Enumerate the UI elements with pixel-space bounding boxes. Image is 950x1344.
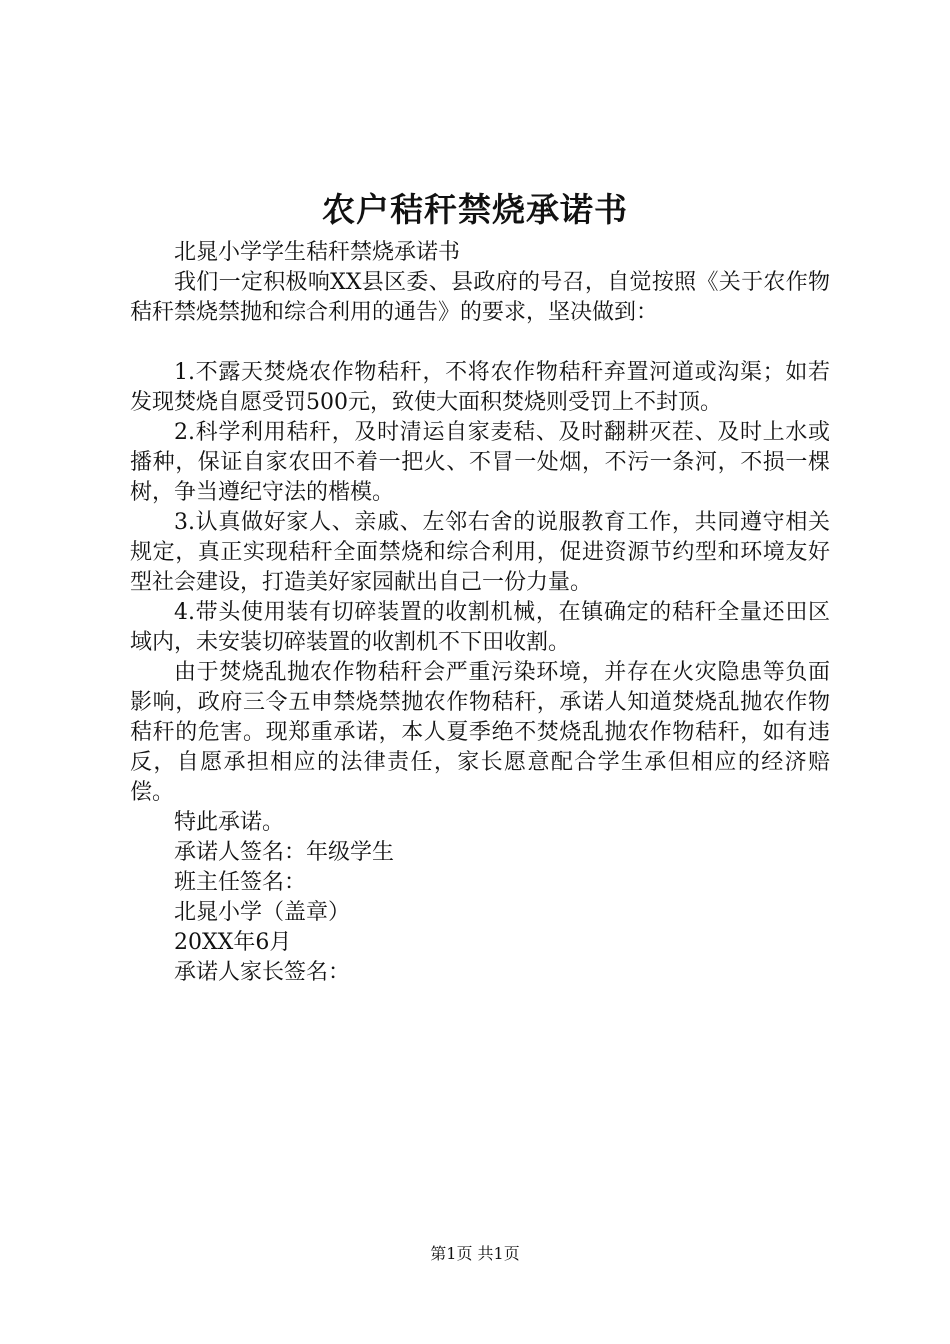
paragraph-pledge: 由于焚烧乱抛农作物秸秆会严重污染环境，并存在火灾隐患等负面影响，政府三令五申禁烧禁抛农作物秸秆，承诺人知道焚烧乱抛农作物秸秆的危害。现郑重承诺，本人夏季绝不焚烧乱抛农作物秸秆，如有违反，自愿承担相应的法律责任，家长愿意配合学生承但相应的经济赔偿。 — [130, 660, 830, 805]
paragraph-subtitle: 北晁小学学生秸秆禁烧承诺书 — [174, 240, 461, 265]
paragraph-item-3: 3.认真做好家人、亲戚、左邻右舍的说服教育工作，共同遵守相关规定，真正实现秸秆全面禁烧和综合利用，促进资源节约型和环境友好型社会建设，打造美好家园献出自己一份力量。 — [130, 510, 830, 595]
paragraph-closing: 特此承诺。 — [174, 810, 285, 835]
school-seal: 北晁小学（盖章） — [174, 900, 351, 925]
paragraph-item-4: 4.带头使用装有切碎装置的收割机械，在镇确定的秸秆全量还田区域内，未安装切碎装置的收割机不下田收割。 — [130, 600, 830, 655]
signature-parent: 承诺人家长签名： — [174, 960, 351, 985]
paragraph-item-1: 1.不露天焚烧农作物秸秆，不将农作物秸秆弃置河道或沟渠；如若发现焚烧自愿受罚500元，致使大面积焚烧则受罚上不封顶。 — [130, 360, 830, 415]
signature-pledger: 承诺人签名：年级学生 — [174, 840, 395, 865]
paragraph-item-2: 2.科学利用秸秆，及时清运自家麦秸、及时翻耕灭茬、及时上水或播种，保证自家农田不着一把火、不冒一处烟，不污一条河，不损一棵树，争当遵纪守法的楷模。 — [130, 420, 830, 505]
signature-teacher: 班主任签名： — [174, 870, 307, 895]
page-footer: 第1页 共1页 — [430, 1244, 520, 1263]
document-body — [130, 238, 830, 988]
document-title: 农户秸秆禁烧承诺书 — [322, 190, 628, 229]
document-date: 20XX年6月 — [174, 930, 292, 955]
paragraph-intro: 我们一定积极响XX县区委、县政府的号召，自觉按照《关于农作物秸秆禁烧禁抛和综合利用的通告》的要求，坚决做到： — [130, 270, 830, 325]
